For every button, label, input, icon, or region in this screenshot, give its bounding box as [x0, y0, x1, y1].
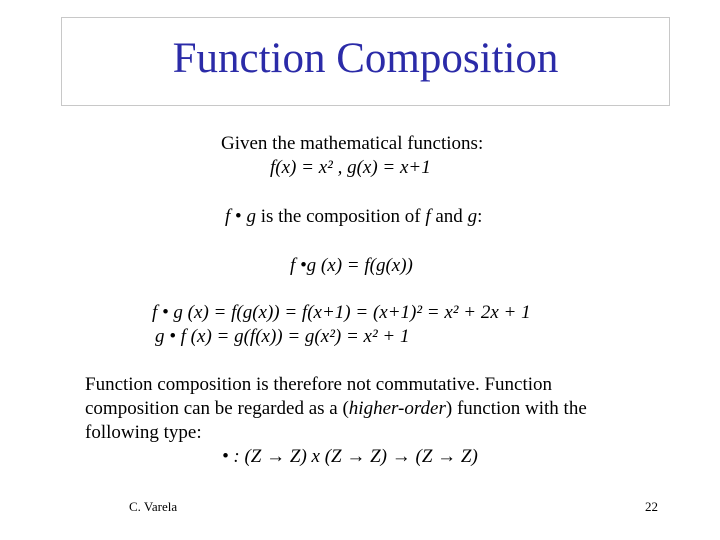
paragraph-line-3: following type: [85, 422, 202, 443]
paragraph-line-2-a: composition can be regarded as a ( [85, 398, 349, 419]
title-box [61, 17, 670, 106]
paragraph-line-2-b: ) function with the [445, 398, 587, 419]
higher-order-emphasis: higher-order [348, 398, 446, 419]
comp-text-2: and [430, 206, 468, 227]
slide-title: Function Composition [172, 35, 559, 82]
comp-text-f: f [425, 206, 431, 227]
type-signature: • : (Z → Z) x (Z → Z) → (Z → Z) [222, 446, 478, 467]
paragraph-line-2 [85, 399, 587, 418]
composition-definition: f •g (x) = f(g(x)) [290, 255, 413, 276]
footer-author: C. Varela [129, 499, 178, 514]
comp-g: g [246, 206, 256, 227]
comp-dot: • [230, 206, 247, 227]
comp-f: f [225, 206, 231, 227]
function-definitions: f(x) = x² , g(x) = x+1 [270, 157, 431, 178]
comp-text-3: : [477, 206, 483, 227]
equation-f-of-g: f • g (x) = f(g(x)) = f(x+1) = (x+1)² = x² + 2x + 1 [152, 302, 531, 323]
comp-text-1: is the composition of [255, 206, 426, 227]
composition-statement [225, 207, 482, 226]
comp-text-g: g [467, 206, 478, 227]
paragraph-line-1: Function composition is therefore not commutative. Function [85, 374, 553, 395]
page-number: 22 [645, 499, 658, 514]
equation-g-of-f: g • f (x) = g(f(x)) = g(x²) = x² + 1 [155, 326, 410, 347]
intro-text: Given the mathematical functions: [221, 133, 484, 154]
